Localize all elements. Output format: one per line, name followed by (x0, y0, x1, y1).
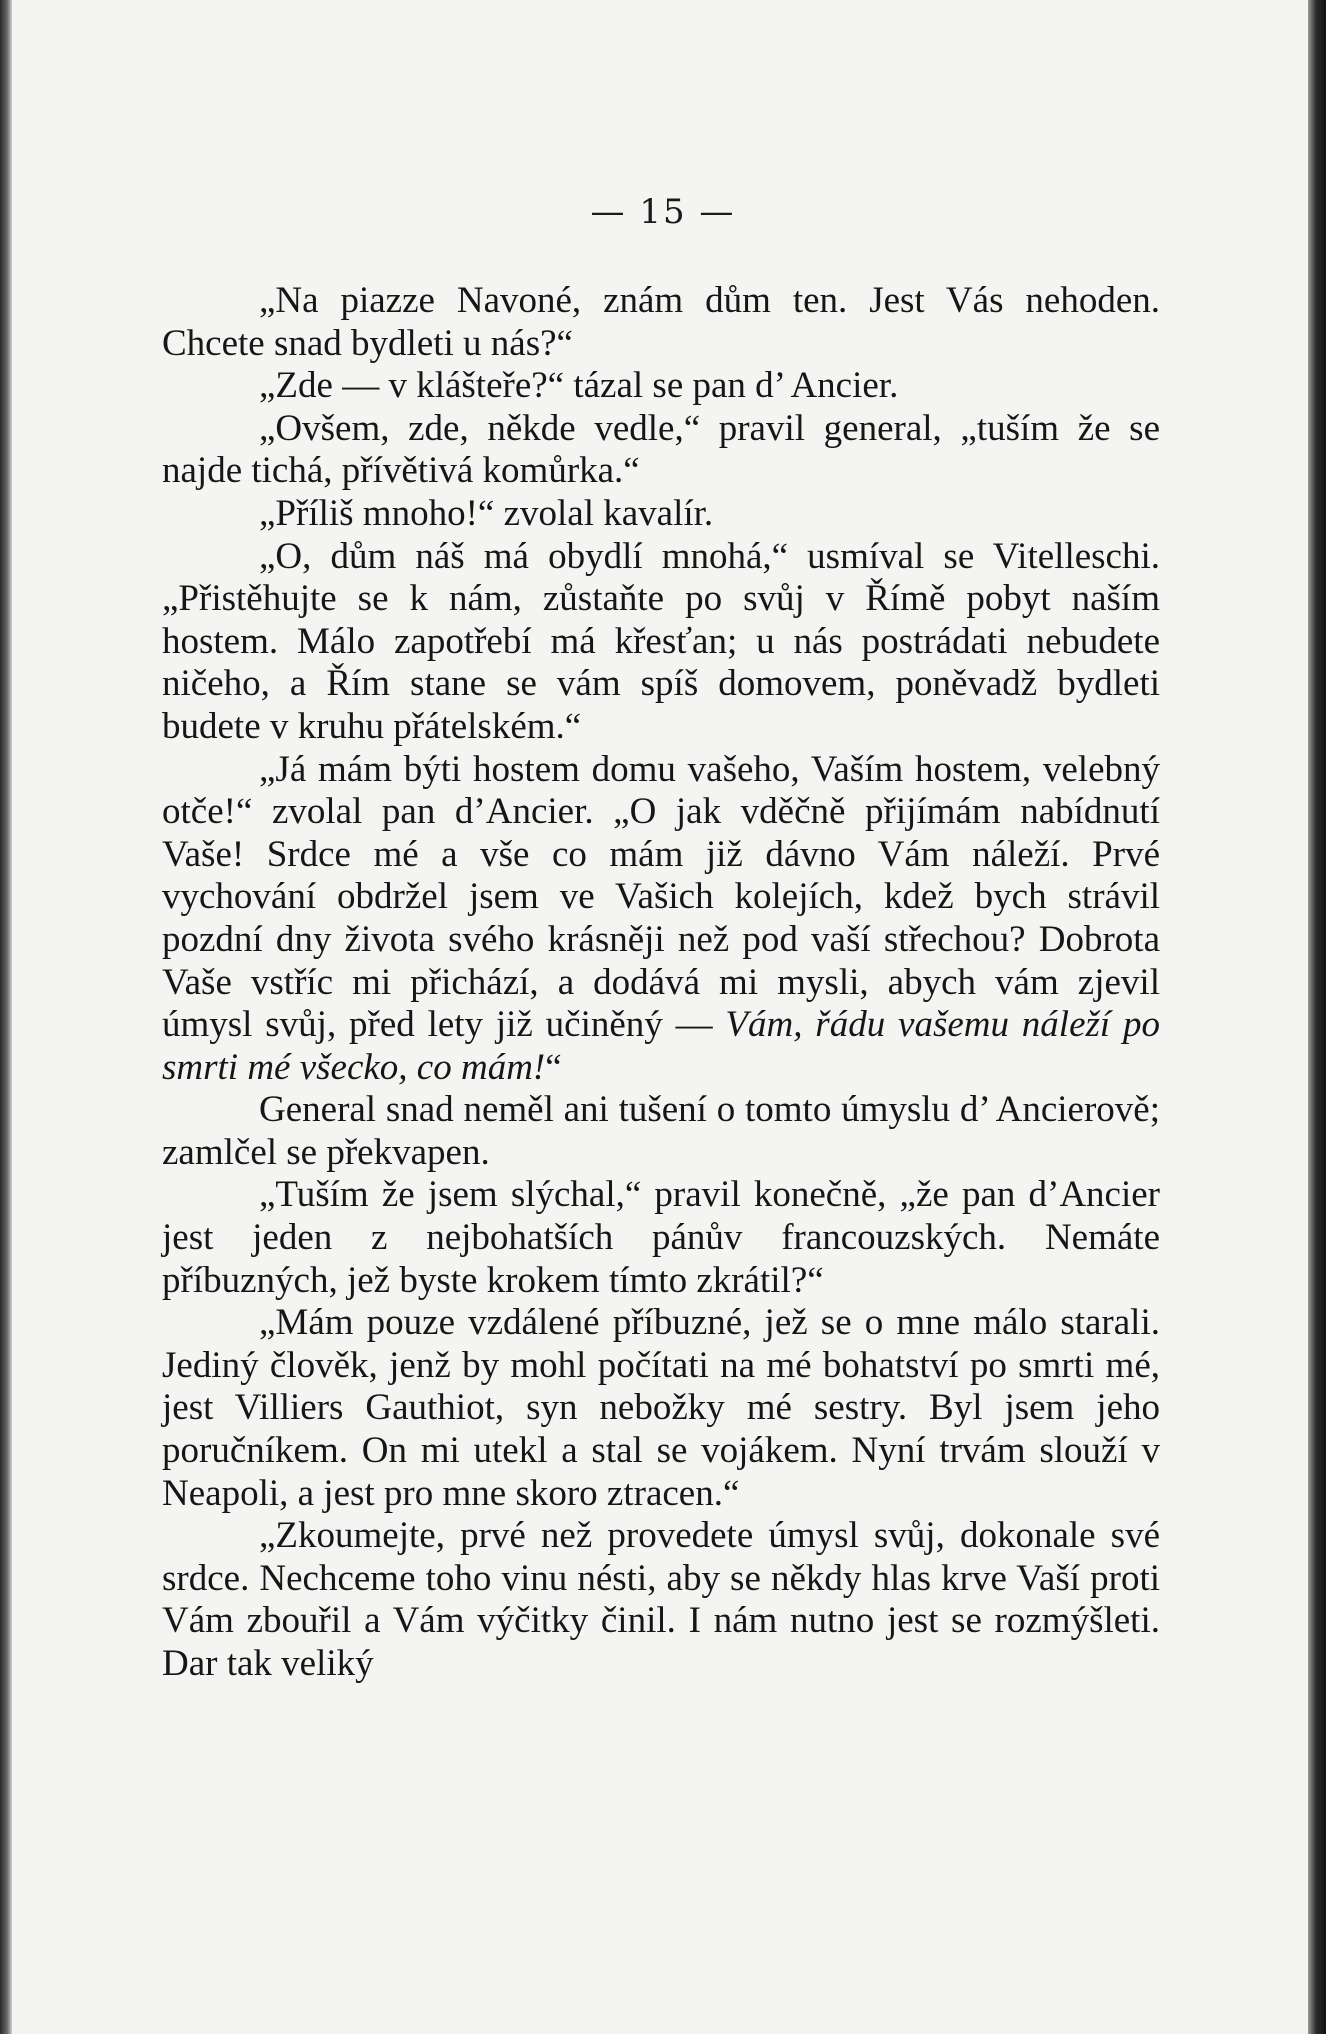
paragraph-text: „Já mám býti hostem domu vašeho, Vaším hostem, velebný otče!“ zvolal pan d’Ancier. „O jak vděčně přijímám nabídnutí Vaše! Srdce mé a vše co mám již dávno Vám náleží. Prvé vychování obdržel jsem ve Vašich kolejích, kdež bych strávil pozdní dny života svého krásněji než pod vaší střechou? Dobrota Vaše vstříc mi přichází, a dodává mi mysli, abych vám zjevil úmysl svůj, před lety již učiněný — (162, 748, 1160, 1046)
closing-quote: “ (545, 1046, 562, 1088)
paragraph: „Na piazze Navoné, znám dům ten. Jest Vás nehoden. Chcete snad bydleti u nás?“ (162, 280, 1160, 364)
body-text (162, 280, 1160, 1686)
page-number: — 15 — (590, 192, 736, 232)
paragraph: „Zde — v klášteře?“ tázal se pan d’ Ancier. (259, 365, 899, 407)
paragraph: „Mám pouze vzdálené příbuzné, jež se o mne málo starali. Jediný člověk, jenž by mohl počítati na mé bohatství po smrti mé, jest Villiers Gauthiot, syn nebožky mé sestry. Byl jsem jeho poručníkem. On mi utekl a stal se vojákem. Nyní trvám slouží v Neapoli, a jest pro mne skoro ztracen.“ (162, 1302, 1160, 1514)
paragraph (162, 749, 1160, 1090)
paragraph: „Ovšem, zde, někde vedle,“ pravil general, „tuším že se najde tichá, přívětivá komůrka.“ (162, 407, 1160, 492)
page-left-edge (0, 0, 12, 2034)
paragraph: „Zkoumejte, prvé než provedete úmysl svůj, dokonale své srdce. Nechceme toho vinu nésti, aby se někdy hlas krve Vaší proti Vám zbouřil a Vám výčitky činil. I nám nutno jest se rozmýšleti. Dar tak veliký (162, 1515, 1160, 1684)
italic-emphasis: Vám, řádu vašemu náleží po smrti mé všecko, co mám! (162, 1004, 1160, 1088)
paragraph: „Příliš mnoho!“ zvolal kavalír. (259, 492, 714, 534)
paragraph: „O, dům náš má obydlí mnohá,“ usmíval se Vitelleschi. „Přistěhujte se k nám, zůstaňte po svůj v Římě pobyt naším hostem. Málo zapotřebí má křesťan; u nás postrádati nebudete ničeho, a Řím stane se vám spíš domovem, poněvadž bydleti budete v kruhu přátelském.“ (162, 535, 1160, 747)
paragraph: General snad neměl ani tušení o tomto úmyslu d’ Ancierově; zamlčel se překvapen. (162, 1089, 1160, 1173)
paragraph: „Tuším že jsem slýchal,“ pravil konečně, „že pan d’Ancier jest jeden z nejbohatších pánův francouzských. Nemáte příbuzných, jež byste krokem tímto zkrátil?“ (162, 1174, 1160, 1301)
page-right-edge (1308, 0, 1326, 2034)
